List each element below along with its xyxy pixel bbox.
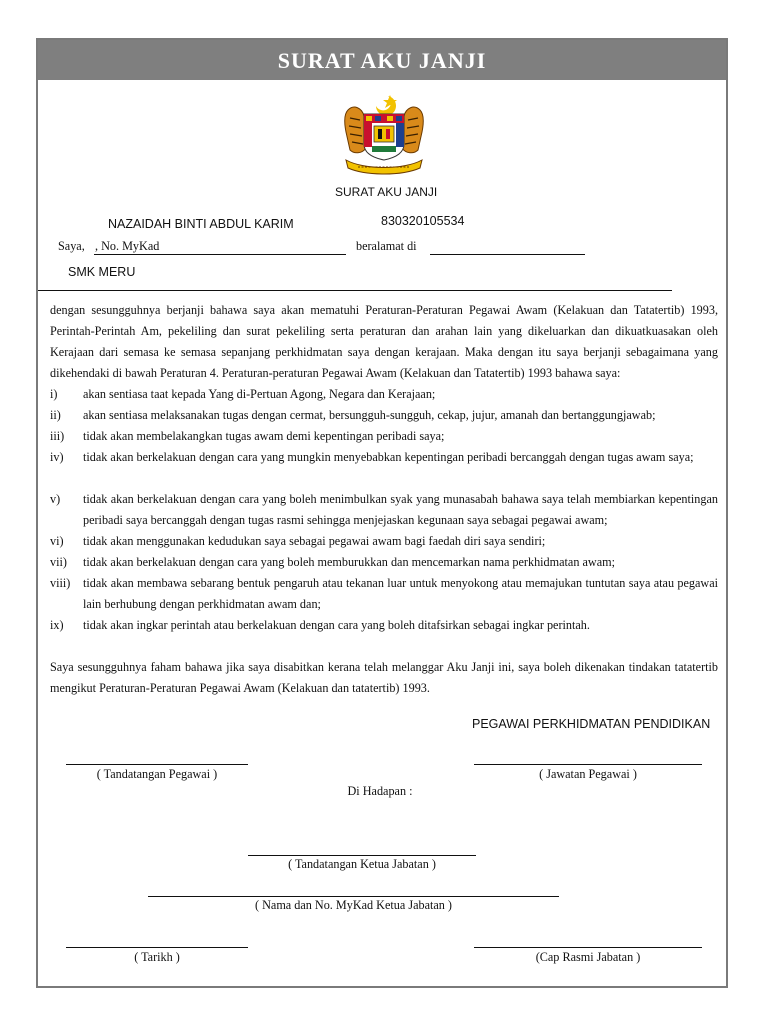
item-number: v) <box>50 492 61 506</box>
list-item <box>50 531 718 552</box>
head-name-caption: ( Nama dan No. MyKad Ketua Jabatan ) <box>255 898 452 912</box>
item-number: iv) <box>50 450 64 464</box>
item-text: tidak akan ingkar perintah atau berkelakuan dengan cara yang boleh ditafsirkan sebagai ingkar perintah. <box>83 618 590 632</box>
stamp-caption: (Cap Rasmi Jabatan ) <box>535 950 641 964</box>
filled-name: NAZAIDAH BINTI ABDUL KARIM <box>108 217 294 231</box>
filled-position: PEGAWAI PERKHIDMATAN PENDIDIKAN <box>472 717 711 731</box>
filled-mykad: 830320105534 <box>381 214 465 228</box>
list-item <box>50 447 718 489</box>
head-name-line <box>148 896 559 897</box>
item-text: tidak akan berkelakuan dengan cara yang boleh memburukkan dan mencemarkan nama perkhidmatan awam; <box>83 555 615 569</box>
item-text: akan sentiasa melaksanakan tugas dengan cermat, bersungguh-sungguh, cekap, jujur, amanah dan bertanggungjawab; <box>83 408 656 422</box>
list-item <box>50 405 718 426</box>
address-label: beralamat di <box>356 239 417 253</box>
item-number: viii) <box>50 576 71 590</box>
list-item <box>50 573 718 615</box>
item-text: tidak akan membelakangkan tugas awam demi kepentingan peribadi saya; <box>83 429 445 443</box>
list-item <box>50 384 718 405</box>
list-item <box>50 552 718 573</box>
item-number: vii) <box>50 555 67 569</box>
item-text: tidak akan membawa sebarang bentuk pengaruh atau tekanan luar untuk menyokong atau memajukan tuntutan saya atau pegawai lain berhubung dengan perkhidmatan awam dan; <box>83 576 718 611</box>
closing-paragraph <box>50 657 718 699</box>
closing-text: Saya sesungguhnya faham bahawa jika saya disabitkan kerana telah melanggar Aku Janji ini, saya boleh dikenakan tindakan tatatertib mengikut Peraturan-Peraturan Pegawai Awam (Kelakuan dan tatatertib) 1993. <box>50 660 718 695</box>
item-text: tidak akan menggunakan kedudukan saya sebagai pegawai awam bagi faedah diri saya sendiri; <box>83 534 546 548</box>
document-subtitle: SURAT AKU JANJI <box>335 185 438 199</box>
item-number: iii) <box>50 429 65 443</box>
coat-of-arms-logo <box>334 92 434 178</box>
item-number: i) <box>50 387 58 401</box>
head-signature-line <box>248 855 476 856</box>
item-number: ii) <box>50 408 61 422</box>
position-caption: ( Jawatan Pegawai ) <box>539 767 637 781</box>
filled-address: SMK MERU <box>68 265 136 279</box>
list-item <box>50 489 718 531</box>
address-underline <box>430 254 585 255</box>
saya-label: Saya, <box>58 239 85 253</box>
name-mykad-underline <box>94 254 346 255</box>
intro-paragraph <box>50 300 718 384</box>
intro-text: dengan sesungguhnya berjanji bahawa saya akan mematuhi Peraturan-Peraturan Pegawai Awam (Kelakuan dan Tatatertib) 1993, Perintah-Perintah Am, pekeliling dan surat pekeliling serta peraturan dan arahan lain yang dikeluarkan dan dikuatkuasakan oleh Kerajaan dari semasa ke semasa sepanjang perkhidmatan saya dengan kerajaan. Maka dengan itu saya berjanji sebagaimana yang dikehendaki di bawah Peraturan 4. Peraturan-peraturan Pegawai Awam (Kelakuan dan Tatatertib) 1993 bahawa saya: <box>50 303 718 380</box>
list-item <box>50 426 718 447</box>
head-signature-caption: ( Tandatangan Ketua Jabatan ) <box>288 857 436 871</box>
witness-intro: Di Hadapan : <box>347 784 413 798</box>
list-item <box>50 615 718 636</box>
mykad-label: , No. MyKad <box>95 239 160 253</box>
item-number: vi) <box>50 534 64 548</box>
officer-signature-caption: ( Tandatangan Pegawai ) <box>96 767 218 781</box>
position-line <box>474 764 702 765</box>
date-caption: ( Tarikh ) <box>134 950 180 964</box>
officer-signature-line <box>66 764 248 765</box>
stamp-line <box>474 947 702 948</box>
item-text: akan sentiasa taat kepada Yang di-Pertuan Agong, Negara dan Kerajaan; <box>83 387 436 401</box>
date-line <box>66 947 248 948</box>
item-text: tidak akan berkelakuan dengan cara yang boleh menimbulkan syak yang munasabah bahawa saya telah membiarkan kepentingan peribadi saya bercanggah dengan tugas rasmi sehingga menjejaskan kegunaan saya sebagai pegawai awam; <box>83 492 718 527</box>
page-title: SURAT AKU JANJI <box>38 40 726 80</box>
document-frame <box>36 38 728 988</box>
item-number: ix) <box>50 618 64 632</box>
address-underline-2 <box>38 290 672 291</box>
item-text: tidak akan berkelakuan dengan cara yang mungkin menyebabkan kepentingan peribadi bercanggah dengan tugas awam saya; <box>83 450 694 464</box>
